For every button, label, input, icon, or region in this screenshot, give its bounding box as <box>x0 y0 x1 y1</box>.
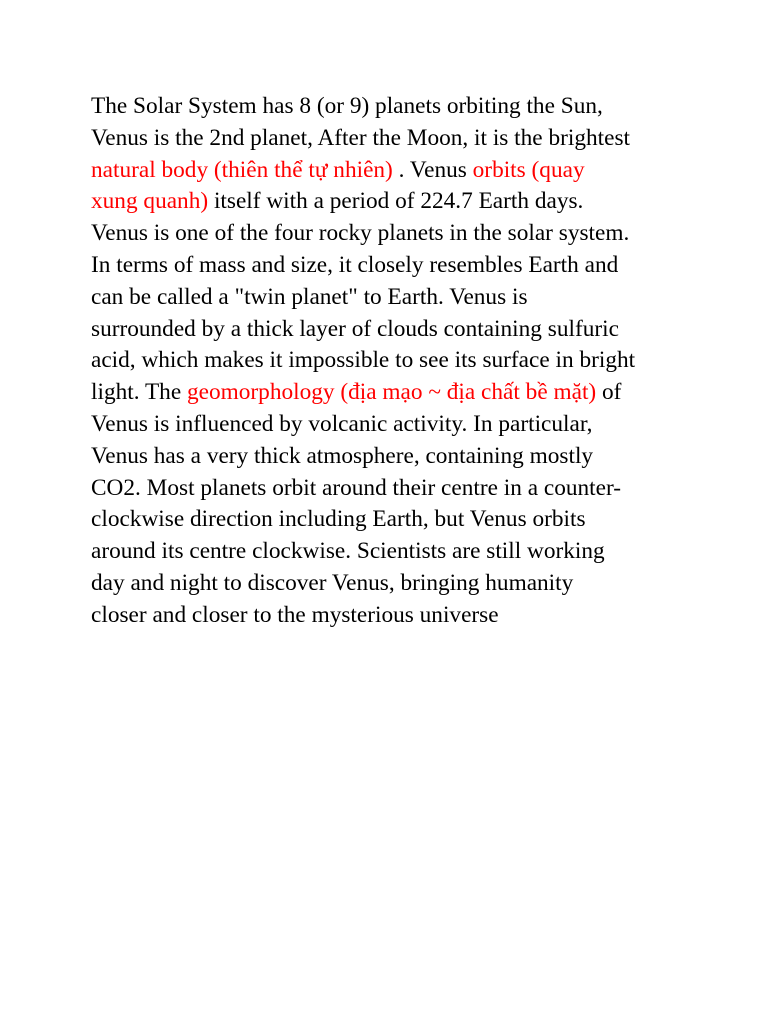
text-line <box>91 250 691 282</box>
highlighted-term: geomorphology (địa mạo ~ địa chất bề mặt) <box>187 379 597 406</box>
text-segment: In terms of mass and size, it closely resembles Earth and <box>91 251 619 278</box>
text-line <box>91 377 691 409</box>
text-segment: Venus is influenced by volcanic activity. In particular, <box>91 410 593 437</box>
text-line <box>91 314 691 346</box>
text-segment: . Venus <box>392 156 473 183</box>
text-segment: around its centre clockwise. Scientists are still working <box>91 538 605 565</box>
text-line <box>91 345 691 377</box>
text-segment: Venus is one of the four rocky planets in the solar system. <box>91 220 630 247</box>
text-segment: acid, which makes it impossible to see its surface in bright <box>91 347 636 374</box>
text-line <box>91 91 691 123</box>
text-segment: The Solar System has 8 (or 9) planets orbiting the Sun, <box>91 93 603 119</box>
highlighted-term: xung quanh) <box>91 188 209 215</box>
text-line <box>91 473 691 505</box>
text-segment: can be called a "twin planet" to Earth. Venus is <box>91 283 528 310</box>
text-segment: day and night to discover Venus, bringing humanity <box>91 569 574 596</box>
text-segment: Venus is the 2nd planet, After the Moon, it is the brightest <box>91 124 630 151</box>
text-line <box>91 155 691 187</box>
text-line <box>91 568 691 600</box>
text-line <box>91 186 691 218</box>
text-segment: Venus has a very thick atmosphere, containing mostly <box>91 442 594 469</box>
highlighted-term: natural body (thiên thể tự nhiên) <box>91 156 393 183</box>
text-segment: itself with a period of 224.7 Earth days. <box>208 188 584 215</box>
text-segment: of <box>596 379 622 406</box>
highlighted-term: orbits (quay <box>472 156 585 183</box>
text-line <box>91 600 691 632</box>
text-line <box>91 409 691 441</box>
text-line <box>91 441 691 473</box>
paragraph <box>91 91 691 632</box>
text-segment: surrounded by a thick layer of clouds containing sulfuric <box>91 315 619 342</box>
text-segment: closer and closer to the mysterious universe <box>91 601 499 628</box>
text-line <box>91 218 691 250</box>
text-line <box>91 504 691 536</box>
text-line <box>91 123 691 155</box>
text-segment: CO2. Most planets orbit around their centre in a counter- <box>91 474 622 501</box>
text-line <box>91 282 691 314</box>
text-segment: light. The <box>91 379 187 406</box>
text-segment: clockwise direction including Earth, but Venus orbits <box>91 506 586 533</box>
text-line <box>91 536 691 568</box>
